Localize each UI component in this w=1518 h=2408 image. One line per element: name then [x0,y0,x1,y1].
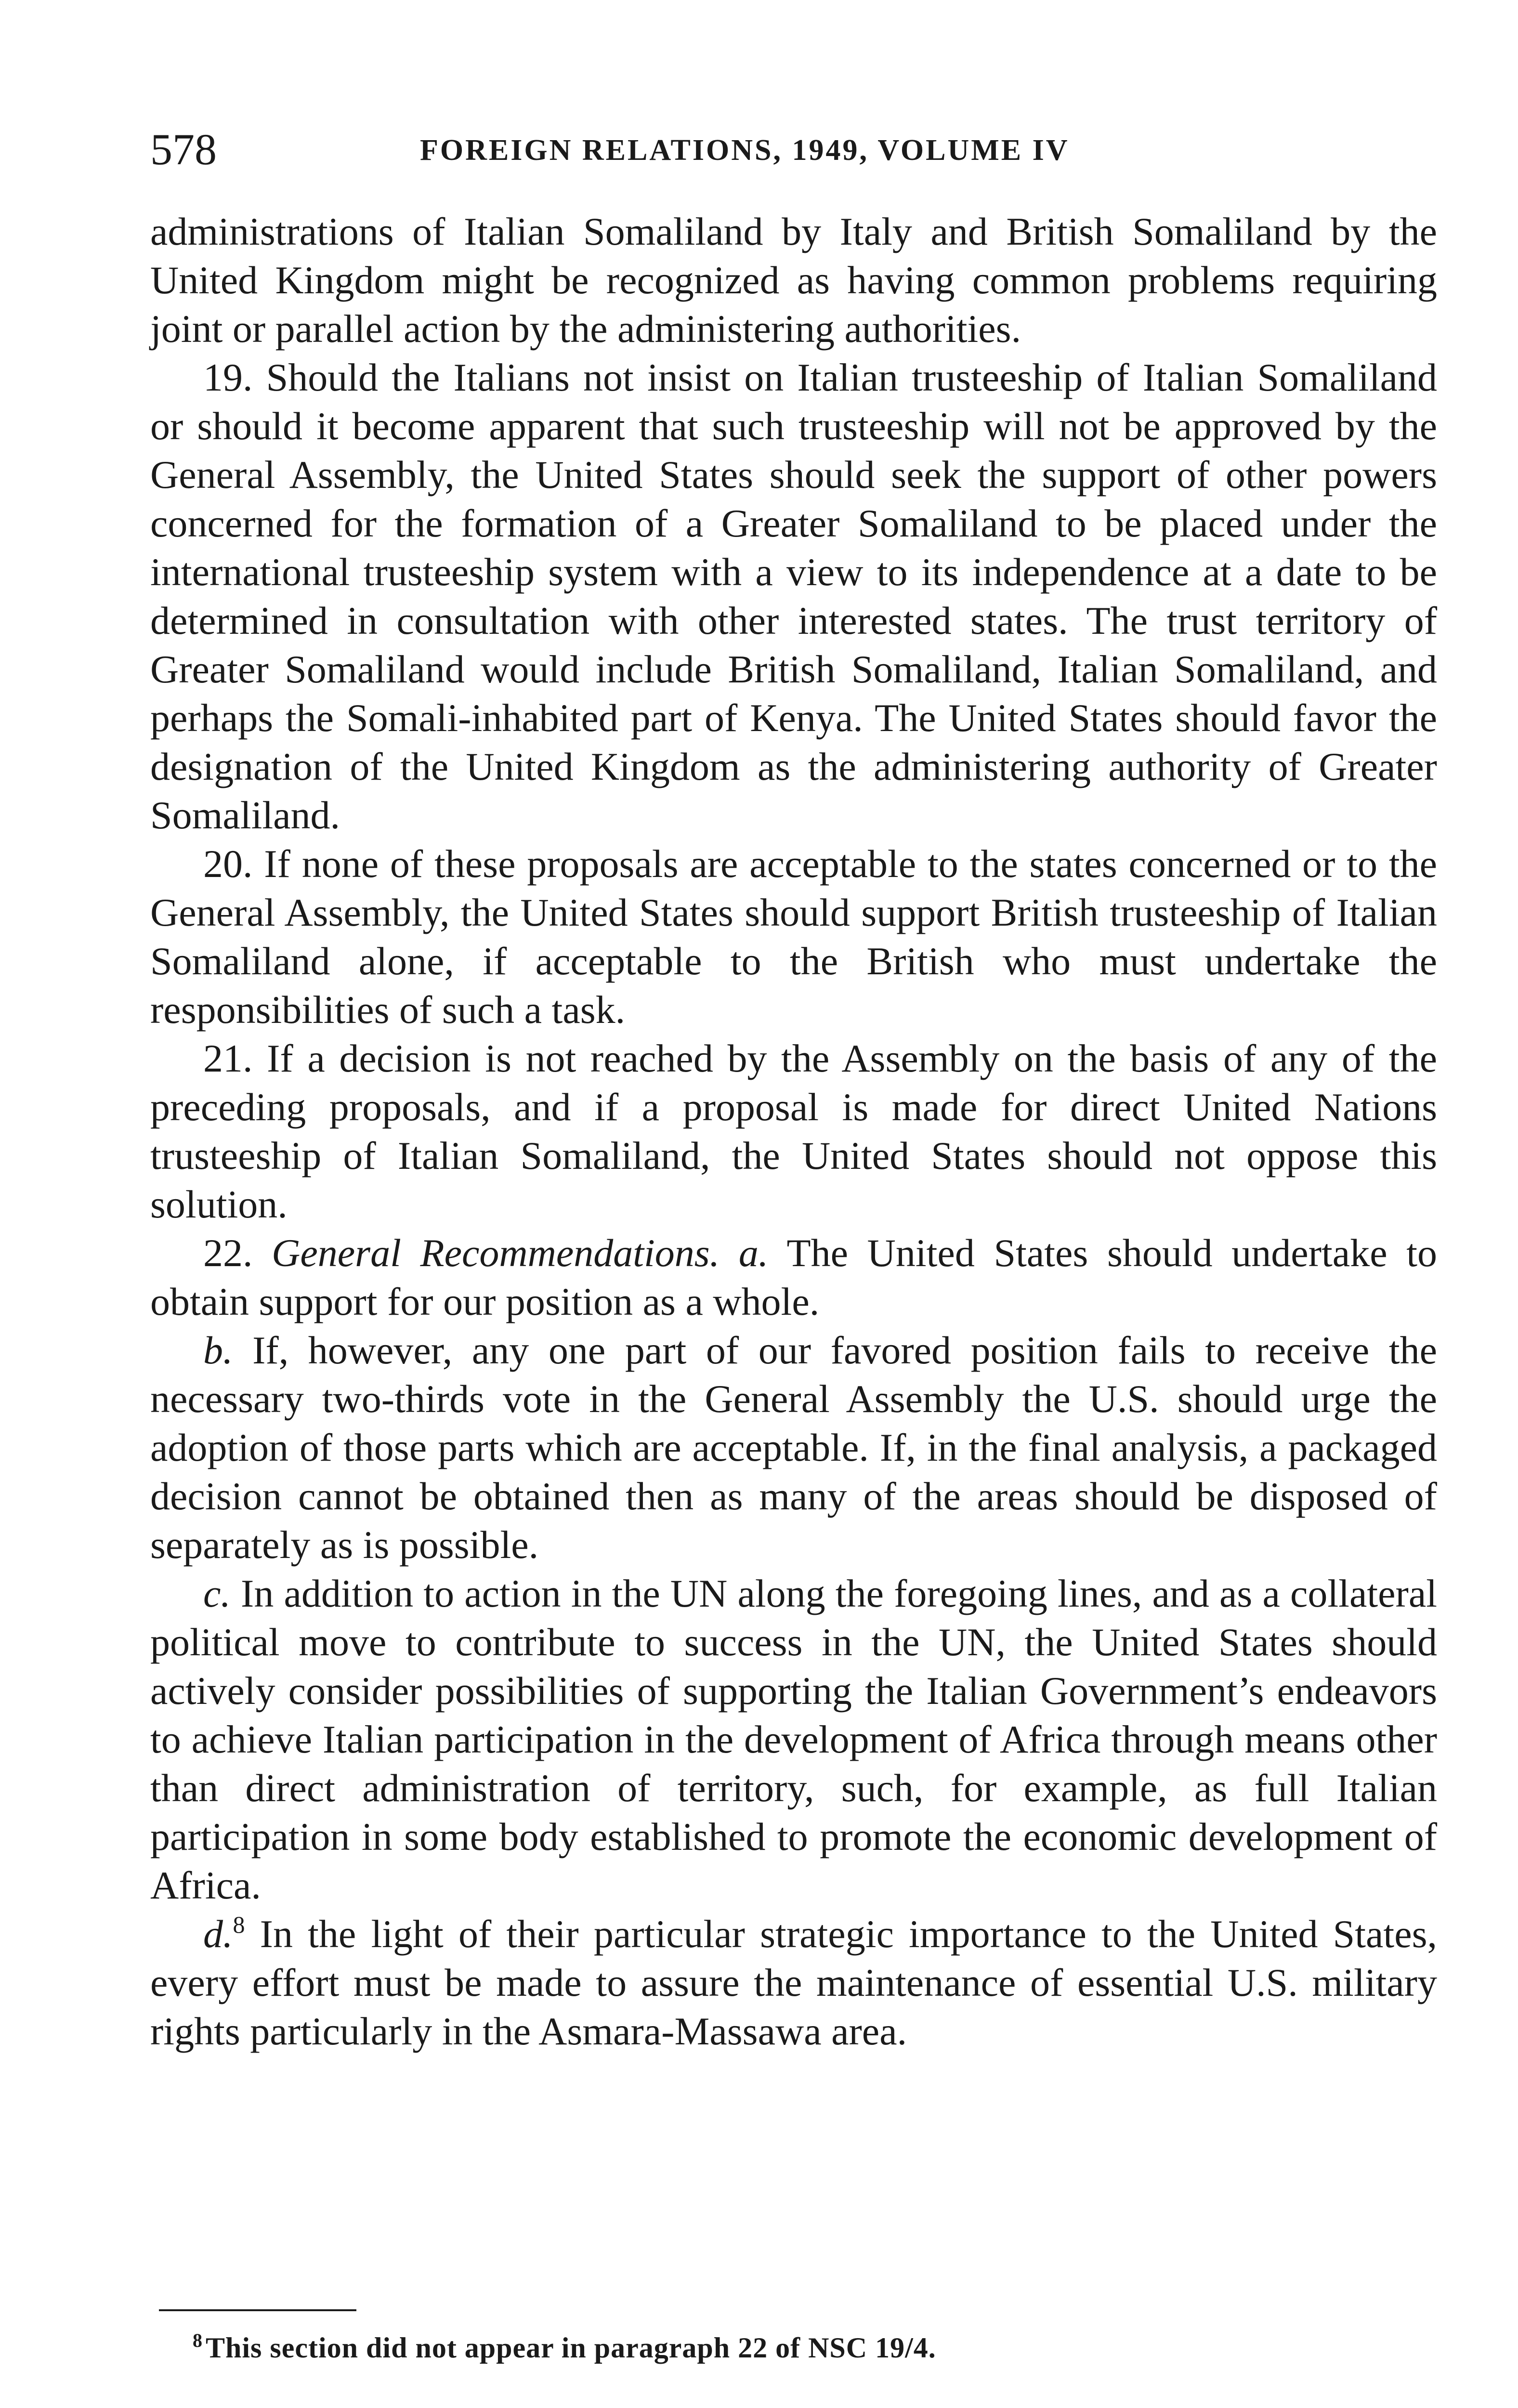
paragraph-22d [150,1910,1437,2055]
running-title: FOREIGN RELATIONS, 1949, VOLUME IV [420,134,1070,167]
page-number: 578 [150,125,217,174]
paragraph-22-number: 22. [203,1231,253,1275]
paragraph-22b-text: If, however, any one part of our favored position fails to receive the necessary two-thirds vote in the General Assembly the U.S. should urge the adoption of those parts which are acceptable. If, in the final analysis, a packaged decision cannot be obtained then as many of the areas should be disposed of separately as is possible. [150,1328,1437,1567]
footnote-marker: 8 [193,2329,203,2351]
footnote-text: This section did not appear in paragraph 22 of NSC 19/4. [206,2332,936,2364]
paragraph-19: 19. Should the Italians not insist on Italian trusteeship of Italian Somaliland or should it become apparent that such trusteeship will not be approved by the General Assembly, the United States should seek the support of other powers concerned for the formation of a Greater Somaliland to be placed under the international trusteeship system with a view to its independence at a date to be determined in consultation with other interested states. The trust territory of Greater Somaliland would include British Somaliland, Italian Somaliland, and perhaps the Somali-inhabited part of Kenya. The United States should favor the designation of the United Kingdom as the administering authority of Greater Somaliland. [150,355,1437,837]
paragraph-22b-letter: b. [203,1328,233,1372]
body-text [150,207,1437,2055]
running-head [150,120,1437,178]
footnote-reference: 8 [233,1911,245,1938]
footnote [193,2329,1435,2367]
paragraph-continuation: administrations of Italian Somaliland by Italy and British Somaliland by the United Kingdom might be recognized as having common problems requiring joint or parallel action by the administering authorities. [150,209,1437,351]
paragraph-22c-letter: c. [203,1571,231,1615]
paragraph-22a-letter: a. [738,1231,769,1275]
paragraph-22d-letter: d. [203,1912,233,1956]
paragraph-22a [150,1229,1437,1326]
paragraph-22c [150,1569,1437,1910]
paragraph-22c-text: In addition to action in the UN along the foregoing lines, and as a collateral political move to contribute to success in the UN, the United States should actively consider possibilities of supporting the Italian Government’s endeavors to achieve Italian participation in the development of Africa through means other than direct administration of territory, such, for example, as full Italian participation in some body established to promote the economic development of Africa. [150,1571,1437,1907]
paragraph-22d-text: In the light of their particular strategic importance to the United States, every effort must be made to assure the maintenance of essential U.S. military rights particularly in the Asmara-Massawa area. [150,1912,1437,2053]
paragraph-21: 21. If a decision is not reached by the Assembly on the basis of any of the preceding proposals, and if a proposal is made for direct United Nations trusteeship of Italian Somaliland, the United States should not oppose this solution. [150,1036,1437,1226]
paragraph-22a-text: The United States should undertake to obtain support for our position as a whole. [150,1231,1438,1323]
paragraph-22b [150,1326,1437,1569]
general-recommendations-heading: General Recommendations. [272,1231,720,1275]
footnote-divider [159,2309,356,2311]
paragraph-20: 20. If none of these proposals are acceptable to the states concerned or to the General Assembly, the United States should support British trusteeship of Italian Somaliland alone, if acceptable to the British who must undertake the responsibilities of such a task. [150,842,1437,1032]
